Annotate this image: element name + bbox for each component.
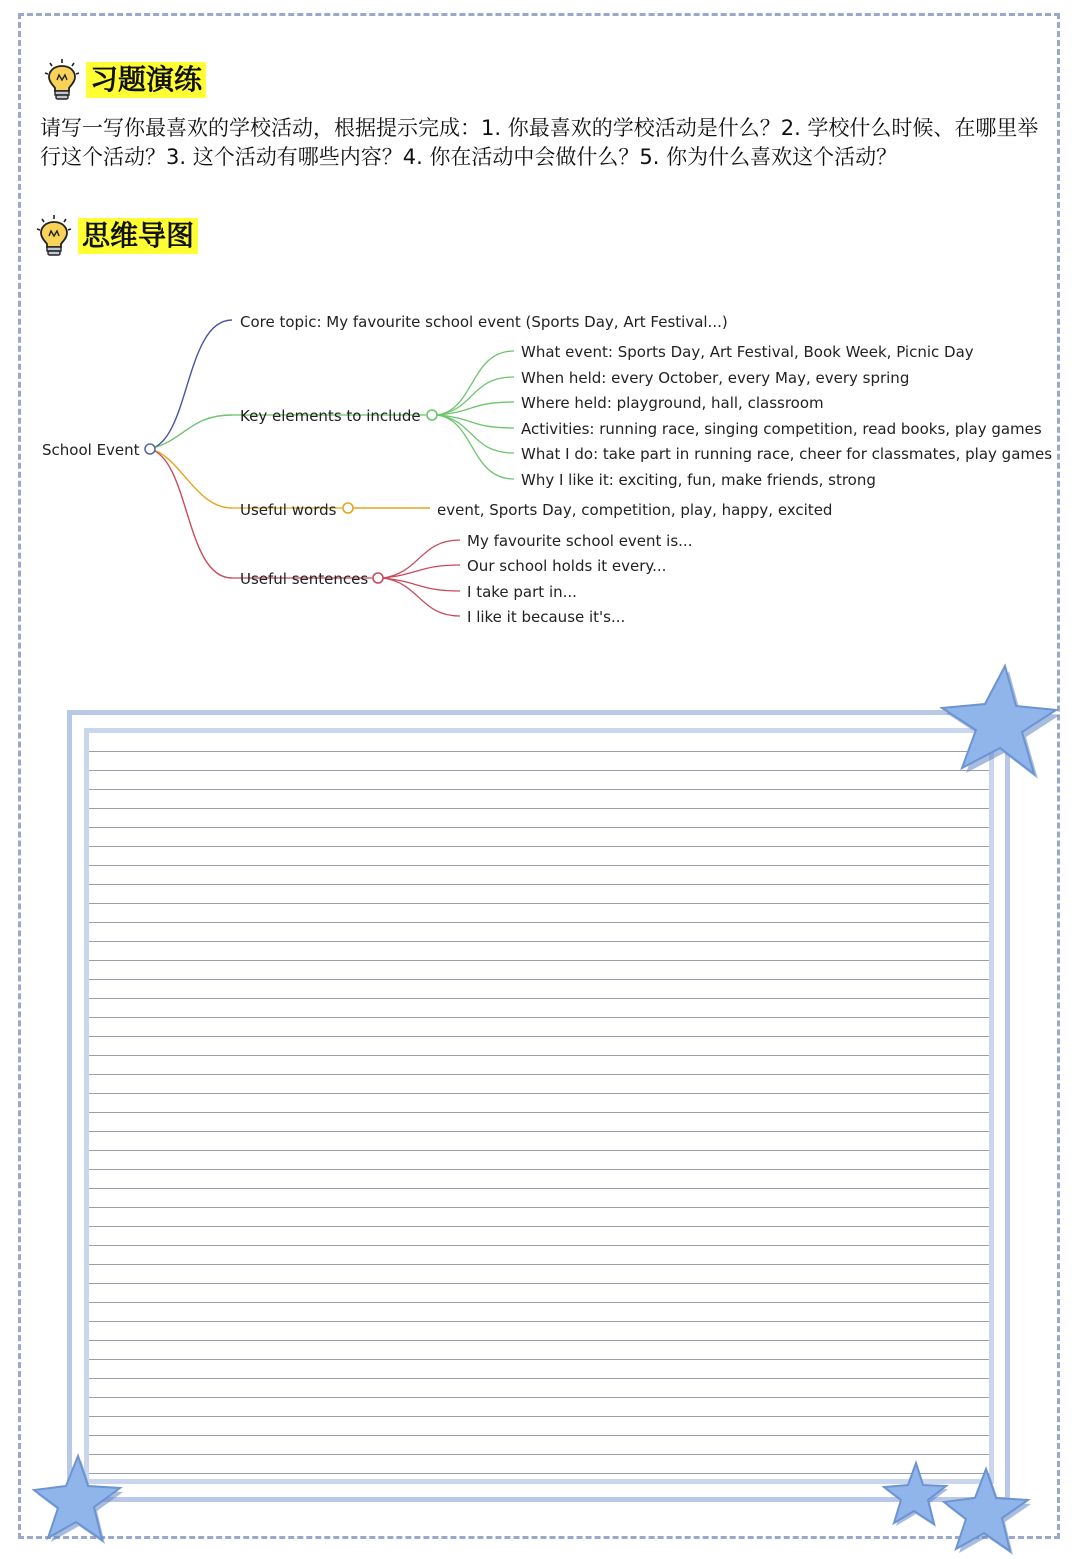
writing-lines-area[interactable] xyxy=(84,728,994,1484)
star-icon xyxy=(940,1465,1032,1557)
mindmap-heading xyxy=(34,214,198,258)
connector-core xyxy=(150,320,232,449)
key-element-item: When held: every October, every May, every spring xyxy=(521,369,910,387)
connector-sentence-3 xyxy=(383,578,460,591)
connector-key xyxy=(150,415,232,449)
connector-key-5 xyxy=(437,415,514,453)
connector-key-1 xyxy=(437,351,514,415)
useful-words-item: event, Sports Day, competition, play, happy, excited xyxy=(437,501,833,519)
key-element-item: What event: Sports Day, Art Festival, Book Week, Picnic Day xyxy=(521,343,974,361)
key-element-item: Where held: playground, hall, classroom xyxy=(521,394,824,412)
lightbulb-icon xyxy=(42,58,82,102)
useful-sentence-item: Our school holds it every... xyxy=(467,557,667,575)
connector-sentence-2 xyxy=(383,565,460,578)
mindmap-core-topic: Core topic: My favourite school event (Sports Day, Art Festival...) xyxy=(240,313,728,331)
useful-sentence-item: I take part in... xyxy=(467,583,577,601)
mindmap-key-label: Key elements to include xyxy=(240,407,421,425)
useful-sentence-item: My favourite school event is... xyxy=(467,532,693,550)
exercise-prompt: 请写一写你最喜欢的学校活动，根据提示完成：1. 你最喜欢的学校活动是什么？2. 学校什么时候、在哪里举行这个活动？3. 这个活动有哪些内容？4. 你在活动中会做什么？5. 你为什么喜欢这个活动？ xyxy=(40,116,1039,169)
exercise-title: 习题演练 xyxy=(86,62,206,98)
star-icon xyxy=(930,662,1060,787)
mindmap-words-label: Useful words xyxy=(240,501,337,519)
node-sentences xyxy=(373,573,383,583)
connector-sentence-1 xyxy=(383,540,460,578)
star-icon xyxy=(30,1452,126,1548)
key-element-item: Why I like it: exciting, fun, make friends, strong xyxy=(521,471,876,489)
node-words xyxy=(343,503,353,513)
mindmap-title: 思维导图 xyxy=(78,218,198,254)
node-key xyxy=(427,410,437,420)
useful-sentence-item: I like it because it's... xyxy=(467,608,626,626)
connector-sentences xyxy=(150,449,232,578)
key-element-item: Activities: running race, singing competition, read books, play games xyxy=(521,420,1042,438)
connector-key-4 xyxy=(437,415,514,428)
key-element-item: What I do: take part in running race, cheer for classmates, play games xyxy=(521,445,1053,463)
node-root xyxy=(145,444,155,454)
connector-sentence-4 xyxy=(383,578,460,616)
mindmap-sentences-label: Useful sentences xyxy=(240,570,369,588)
connector-key-2 xyxy=(437,377,514,415)
mindmap-root-label: School Event xyxy=(42,441,140,459)
lightbulb-icon xyxy=(34,214,74,258)
connector-key-6 xyxy=(437,415,514,479)
connector-key-3 xyxy=(437,402,514,415)
mind-map xyxy=(0,290,1080,650)
exercise-heading xyxy=(42,58,206,102)
